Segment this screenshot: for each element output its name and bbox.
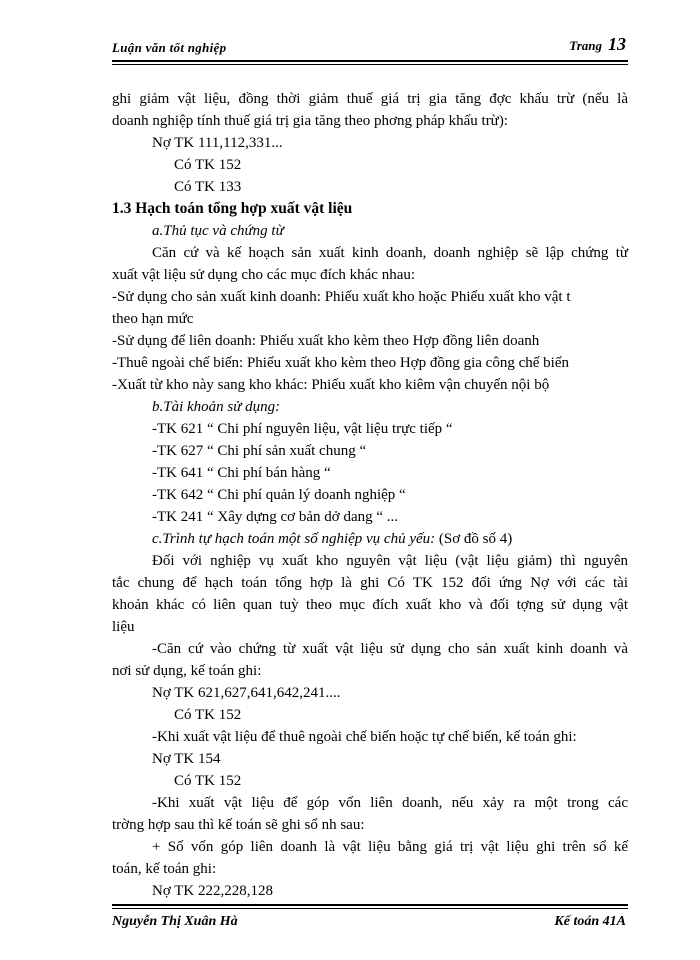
entry-line: Nợ TK 111,112,331... — [152, 135, 283, 151]
list-item: -TK 641 “ Chi phí bán hàng “ — [152, 465, 331, 481]
subsection-heading-line — [112, 528, 628, 550]
list-item: -TK 627 “ Chi phí sản xuất chung “ — [152, 443, 367, 459]
subsection-heading: a.Thủ tục và chứng từ — [152, 223, 284, 239]
entry-line: Có TK 152 — [174, 707, 242, 723]
subsection-heading: c.Trình tự hạch toán một số nghiệp vụ chủ yếu: — [152, 531, 436, 547]
list-item: -Thuê ngoài chế biến: Phiếu xuất kho kèm theo Hợp đồng gia công chế biến — [112, 355, 569, 371]
text-line: Căn cứ và kế hoạch sản xuất kinh doanh, doanh nghiệp sẽ lập chứng từ — [152, 245, 628, 261]
entry-line: Nợ TK 222,228,128 — [152, 883, 273, 899]
entry-line: Có TK 152 — [174, 157, 242, 173]
text-line: -Căn cứ vào chứng từ xuất vật liệu sử dụng cho sản xuất kinh doanh và — [152, 641, 628, 657]
body-text — [112, 88, 628, 902]
text-line: Đối với nghiệp vụ xuất kho nguyên vật liệu (vật liệu giảm) thì nguyên — [152, 553, 628, 569]
footer-rule — [112, 904, 628, 906]
text-line: nơi sử dụng, kế toán ghi: — [112, 663, 262, 679]
header-page-label: Trang — [569, 38, 602, 53]
list-item: -TK 642 “ Chi phí quản lý doanh nghiệp “ — [152, 487, 406, 503]
entry-line: Có TK 133 — [174, 179, 242, 195]
text-line: doanh nghiệp tính thuế giá trị gia tăng theo phơng pháp khấu trừ): — [112, 113, 508, 129]
entry-line: Có TK 152 — [174, 773, 242, 789]
text-line: tắc chung để hạch toán tổng hợp là ghi Có TK 152 đối ứng Nợ với các tài — [112, 575, 628, 591]
diagram-reference: (Sơ đồ số 4) — [438, 531, 513, 547]
header-title: Luận văn tốt nghiệp — [112, 40, 227, 55]
section-heading: 1.3 Hạch toán tổng hợp xuất vật liệu — [112, 200, 353, 217]
header-rule — [112, 60, 628, 62]
text-line: liệu — [112, 619, 135, 635]
entry-line: Nợ TK 154 — [152, 751, 221, 767]
text-line: trờng hợp sau thì kế toán sẽ ghi sổ nh sau: — [112, 817, 365, 833]
footer-author: Nguyễn Thị Xuân Hà — [112, 914, 238, 929]
subsection-heading: b.Tài khoản sử dụng: — [152, 399, 281, 415]
text-line: toán, kế toán ghi: — [112, 861, 217, 877]
list-item: -Sử dụng để liên doanh: Phiếu xuất kho kèm theo Hợp đồng liên doanh — [112, 333, 540, 349]
page-header — [112, 34, 628, 54]
list-item: -TK 241 “ Xây dựng cơ bản dở dang “ ... — [152, 509, 399, 525]
page-number: 13 — [608, 34, 626, 54]
text-line: -Khi xuất vật liệu để góp vốn liên doanh, nếu xảy ra một trong các — [152, 795, 628, 811]
text-line: ghi giảm vật liệu, đồng thời giảm thuế giá trị gia tăng đợc khấu trừ (nếu là — [112, 91, 628, 107]
footer-rule-thin — [112, 908, 628, 909]
text-line: theo hạn mức — [112, 311, 194, 327]
list-item: -Sử dụng cho sản xuất kinh doanh: Phiếu xuất kho hoặc Phiếu xuất kho vật t — [112, 289, 571, 305]
text-line: -Khi xuất vật liệu để thuê ngoài chế biến hoặc tự chế biến, kế toán ghi: — [152, 729, 577, 745]
text-line: xuất vật liệu sử dụng cho các mục đích khác nhau: — [112, 267, 416, 283]
list-item: -Xuất từ kho này sang kho khác: Phiếu xuất kho kiêm vận chuyển nội bộ — [112, 377, 550, 393]
entry-line: Nợ TK 621,627,641,642,241.... — [152, 685, 341, 701]
text-line: khoản khác có liên quan tuỳ theo mục đích xuất kho và đối tợng sử dụng vật — [112, 597, 628, 613]
text-line: + Số vốn góp liên doanh là vật liệu bằng giá trị vật liệu ghi trên sổ kế — [152, 839, 628, 855]
header-rule-thin — [112, 64, 628, 65]
list-item: -TK 621 “ Chi phí nguyên liệu, vật liệu trực tiếp “ — [152, 421, 453, 437]
header-page — [569, 34, 626, 55]
footer-class: Kế toán 41A — [554, 914, 626, 929]
